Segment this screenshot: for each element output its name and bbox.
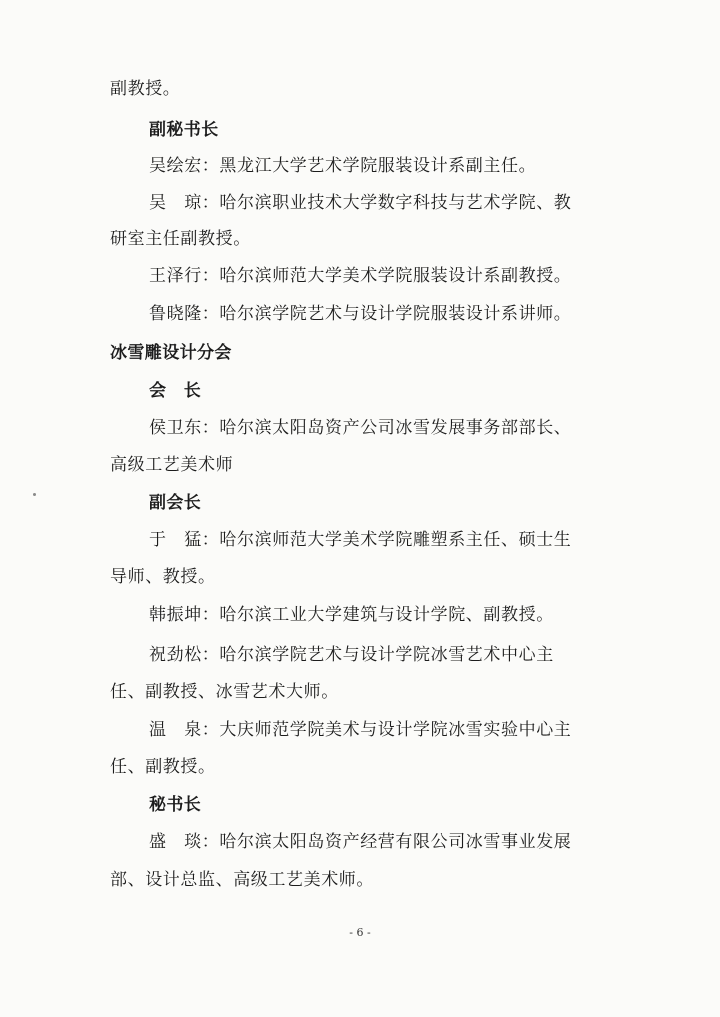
page-number: - 6 - — [349, 926, 371, 939]
heading-deputy-secretary-general: 副秘书长 — [149, 120, 219, 140]
member-entry-wu-huihong: 吴绘宏：黑龙江大学艺术学院服装设计系副主任。 — [149, 156, 537, 176]
member-entry-lu-xiaolong: 鲁晓隆：哈尔滨学院艺术与设计学院服装设计系讲师。 — [149, 304, 572, 324]
heading-vice-president: 副会长 — [149, 493, 202, 513]
member-entry-yu-meng-continued: 导师、教授。 — [110, 567, 216, 587]
member-entry-wen-quan: 温 泉：大庆师范学院美术与设计学院冰雪实验中心主 — [149, 720, 572, 740]
member-entry-sheng-yan-continued: 部、设计总监、高级工艺美术师。 — [110, 870, 374, 890]
member-entry-zhu-jinsong-continued: 任、副教授、冰雪艺术大师。 — [110, 682, 339, 702]
member-entry-wu-qiong-continued: 研室主任副教授。 — [110, 229, 251, 249]
member-entry-sheng-yan: 盛 琰：哈尔滨太阳岛资产经营有限公司冰雪事业发展 — [149, 832, 572, 852]
member-entry-han-zhenkun: 韩振坤：哈尔滨工业大学建筑与设计学院、副教授。 — [149, 605, 554, 625]
scan-speck — [33, 493, 36, 496]
member-entry-wen-quan-continued: 任、副教授。 — [110, 757, 216, 777]
heading-president: 会 长 — [149, 381, 202, 401]
text-line-continuation: 副教授。 — [110, 79, 181, 99]
member-entry-hou-weidong: 侯卫东：哈尔滨太阳岛资产公司冰雪发展事务部部长、 — [149, 418, 572, 438]
section-title-ice-snow-sculpture-branch: 冰雪雕设计分会 — [110, 343, 232, 363]
member-entry-yu-meng: 于 猛：哈尔滨师范大学美术学院雕塑系主任、硕士生 — [149, 530, 572, 550]
member-entry-hou-weidong-continued: 高级工艺美术师 — [110, 455, 234, 475]
member-entry-wu-qiong: 吴 琼：哈尔滨职业技术大学数字科技与艺术学院、教 — [149, 193, 572, 213]
member-entry-zhu-jinsong: 祝劲松：哈尔滨学院艺术与设计学院冰雪艺术中心主 — [149, 645, 554, 665]
member-entry-wang-zexing: 王泽行：哈尔滨师范大学美术学院服装设计系副教授。 — [149, 266, 572, 286]
heading-secretary-general: 秘书长 — [149, 795, 202, 815]
